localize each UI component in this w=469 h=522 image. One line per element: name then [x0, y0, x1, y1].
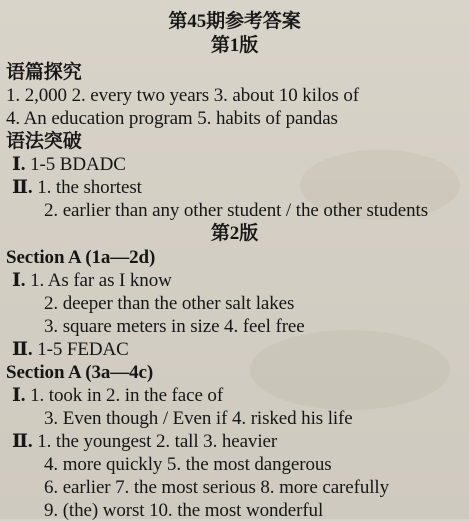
- roman-numeral: Ⅰ.: [12, 154, 26, 175]
- roman-numeral: Ⅱ.: [12, 339, 33, 360]
- section-a1-part-1-answers: 1. As far as I know: [25, 270, 172, 291]
- reading-answers-line-2: 4. An education program 5. habits of pandas: [6, 108, 338, 129]
- section-a2-part-1-line-2: 3. Even though / Even if 4. risked his life: [44, 408, 353, 429]
- section-a-1a-2d-heading: Section A (1a—2d): [6, 247, 156, 268]
- grammar-heading: 语法突破: [6, 131, 82, 152]
- roman-numeral: Ⅰ.: [12, 270, 26, 291]
- page-title: 第45期参考答案: [168, 11, 301, 32]
- section-a1-part-1: [12, 269, 172, 292]
- section-a-3a-4c-heading: Section A (3a—4c): [6, 362, 154, 383]
- section-a1-part-2-answers: 1-5 FEDAC: [32, 339, 129, 360]
- section-a1-part-1-line-2: 2. deeper than the other salt lakes: [44, 293, 295, 314]
- reading-heading: 语篇探究: [6, 62, 82, 83]
- grammar-part-2-answers: 1. the shortest: [32, 177, 142, 198]
- edition-1-label: 第1版: [210, 35, 259, 56]
- reading-answers-line-1: 1. 2,000 2. every two years 3. about 10 kilos of: [6, 85, 359, 106]
- section-a2-part-2-line-2: 4. more quickly 5. the most dangerous: [44, 454, 332, 475]
- roman-numeral: Ⅰ.: [12, 385, 26, 406]
- edition-2-label: 第2版: [210, 223, 259, 244]
- section-a2-part-2-line-3: 6. earlier 7. the most serious 8. more carefully: [44, 477, 390, 498]
- section-a1-part-2: [12, 338, 129, 361]
- roman-numeral: Ⅱ.: [12, 431, 33, 452]
- section-a2-part-1: [12, 384, 223, 407]
- grammar-part-2-line-2: 2. earlier than any other student / the other students: [44, 200, 428, 221]
- grammar-part-1: [12, 153, 126, 176]
- section-a2-part-2-answers: 1. the youngest 2. tall 3. heavier: [32, 431, 278, 452]
- grammar-part-1-answers: 1-5 BDADC: [25, 154, 126, 175]
- grammar-part-2: [12, 176, 142, 199]
- paper-smudge: [250, 330, 450, 410]
- section-a2-part-1-answers: 1. took in 2. in the face of: [25, 385, 224, 406]
- section-a2-part-2-line-4: 9. (the) worst 10. the most wonderful: [44, 500, 324, 521]
- roman-numeral: Ⅱ.: [12, 177, 33, 198]
- section-a1-part-1-line-3: 3. square meters in size 4. feel free: [44, 316, 305, 337]
- section-a2-part-2: [12, 430, 277, 453]
